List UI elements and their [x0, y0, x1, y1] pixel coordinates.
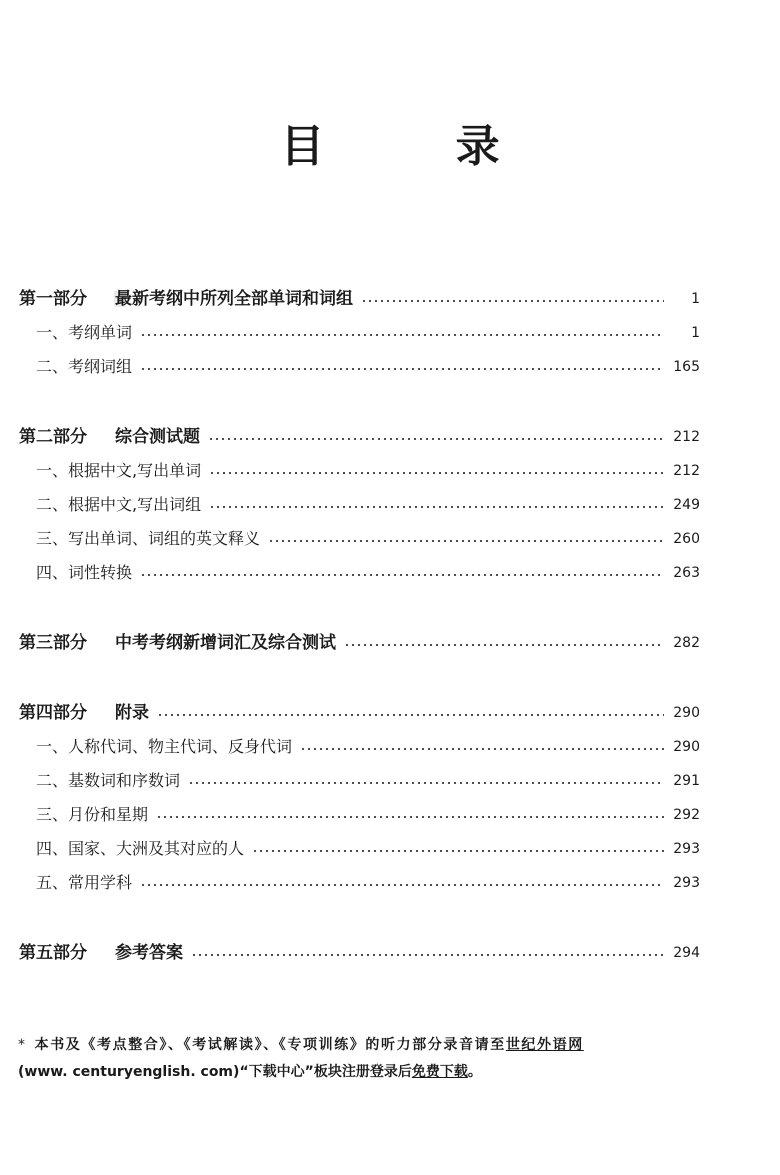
- page-title: 目 录: [280, 121, 558, 172]
- page-number: 294: [673, 945, 700, 961]
- footnote-site-name[interactable]: 世纪外语网: [505, 1037, 584, 1053]
- toc-item-row[interactable]: [0, 494, 780, 516]
- toc-item-row[interactable]: [0, 322, 780, 344]
- toc-section-row[interactable]: [0, 942, 780, 964]
- section-title: 中考考纲新增词汇及综合测试: [115, 633, 336, 653]
- footnote-text: 本书及《考点整合》、《考试解读》、《专项训练》的听力部分录音请至: [34, 1037, 506, 1053]
- section-number: 第一部分: [19, 289, 87, 309]
- section-title: 综合测试题: [115, 427, 200, 447]
- page-number: 212: [673, 463, 700, 479]
- leader-dots: [209, 471, 664, 475]
- page-number: 290: [673, 705, 700, 721]
- page-number: 292: [673, 807, 700, 823]
- leader-dots: [208, 437, 664, 441]
- footnote-star: *: [18, 1037, 27, 1053]
- toc-section-label: [19, 632, 336, 654]
- toc-item-label: 四、国家、大洲及其对应的人: [36, 839, 245, 858]
- toc-item-row[interactable]: [0, 528, 780, 550]
- page-number: 1: [691, 291, 700, 307]
- section-title: 附录: [115, 703, 149, 723]
- leader-dots: [209, 505, 664, 509]
- toc-item-row[interactable]: [0, 804, 780, 826]
- leader-dots: [191, 953, 664, 957]
- page-number: 260: [673, 531, 700, 547]
- toc-item-label: 二、根据中文,写出词组: [36, 495, 202, 514]
- section-number: 第三部分: [19, 633, 87, 653]
- leader-dots: [252, 849, 664, 853]
- toc-item-label: 一、人称代词、物主代词、反身代词: [36, 737, 293, 756]
- page-number: 291: [673, 773, 700, 789]
- leader-dots: [344, 643, 664, 647]
- toc-item-row[interactable]: [0, 736, 780, 758]
- toc-section-label: [19, 426, 200, 448]
- leader-dots: [361, 299, 664, 303]
- toc-item-row[interactable]: [0, 838, 780, 860]
- toc-item-row[interactable]: [0, 872, 780, 894]
- toc-section-row[interactable]: [0, 702, 780, 724]
- leader-dots: [156, 815, 664, 819]
- leader-dots: [268, 539, 664, 543]
- toc-section-label: [19, 702, 149, 724]
- toc-item-label: 一、考纲单词: [36, 323, 133, 342]
- leader-dots: [300, 747, 664, 751]
- page-number: 165: [673, 359, 700, 375]
- toc-item-label: 五、常用学科: [36, 873, 133, 892]
- section-title: 最新考纲中所列全部单词和词组: [115, 289, 353, 309]
- page-number: 282: [673, 635, 700, 651]
- toc-section-row[interactable]: [0, 426, 780, 448]
- section-number: 第五部分: [19, 943, 87, 963]
- footnote-end: 。: [467, 1064, 482, 1080]
- page-number: 1: [691, 325, 700, 341]
- page-number: 293: [673, 875, 700, 891]
- footnote-download-center: “下载中心”板块注册登录后: [239, 1064, 412, 1080]
- page-number: 212: [673, 429, 700, 445]
- page-number: 290: [673, 739, 700, 755]
- leader-dots: [140, 883, 664, 887]
- toc-item-label: 三、月份和星期: [36, 805, 149, 824]
- toc-item-label: 三、写出单词、词组的英文释义: [36, 529, 261, 548]
- footnote-free-download: 免费下载: [411, 1064, 468, 1080]
- toc-item-label: 二、考纲词组: [36, 357, 133, 376]
- leader-dots: [140, 573, 664, 577]
- section-number: 第二部分: [19, 427, 87, 447]
- page-number: 249: [673, 497, 700, 513]
- toc-item-row[interactable]: [0, 356, 780, 378]
- toc-item-label: 四、词性转换: [36, 563, 133, 582]
- footnote: [18, 1032, 708, 1086]
- toc-item-label: 二、基数词和序数词: [36, 771, 181, 790]
- toc-section-label: [19, 288, 353, 310]
- page-number: 263: [673, 565, 700, 581]
- page-number: 293: [673, 841, 700, 857]
- footnote-url: (www. centuryenglish. com): [18, 1064, 240, 1080]
- toc-item-row[interactable]: [0, 770, 780, 792]
- toc-item-row[interactable]: [0, 562, 780, 584]
- leader-dots: [188, 781, 664, 785]
- leader-dots: [157, 713, 664, 717]
- leader-dots: [140, 333, 664, 337]
- toc-section-label: [19, 942, 183, 964]
- toc-item-label: 一、根据中文,写出单词: [36, 461, 202, 480]
- section-number: 第四部分: [19, 703, 87, 723]
- toc-item-row[interactable]: [0, 460, 780, 482]
- section-title: 参考答案: [115, 943, 183, 963]
- toc-section-row[interactable]: [0, 632, 780, 654]
- toc-section-row[interactable]: [0, 288, 780, 310]
- leader-dots: [140, 367, 664, 371]
